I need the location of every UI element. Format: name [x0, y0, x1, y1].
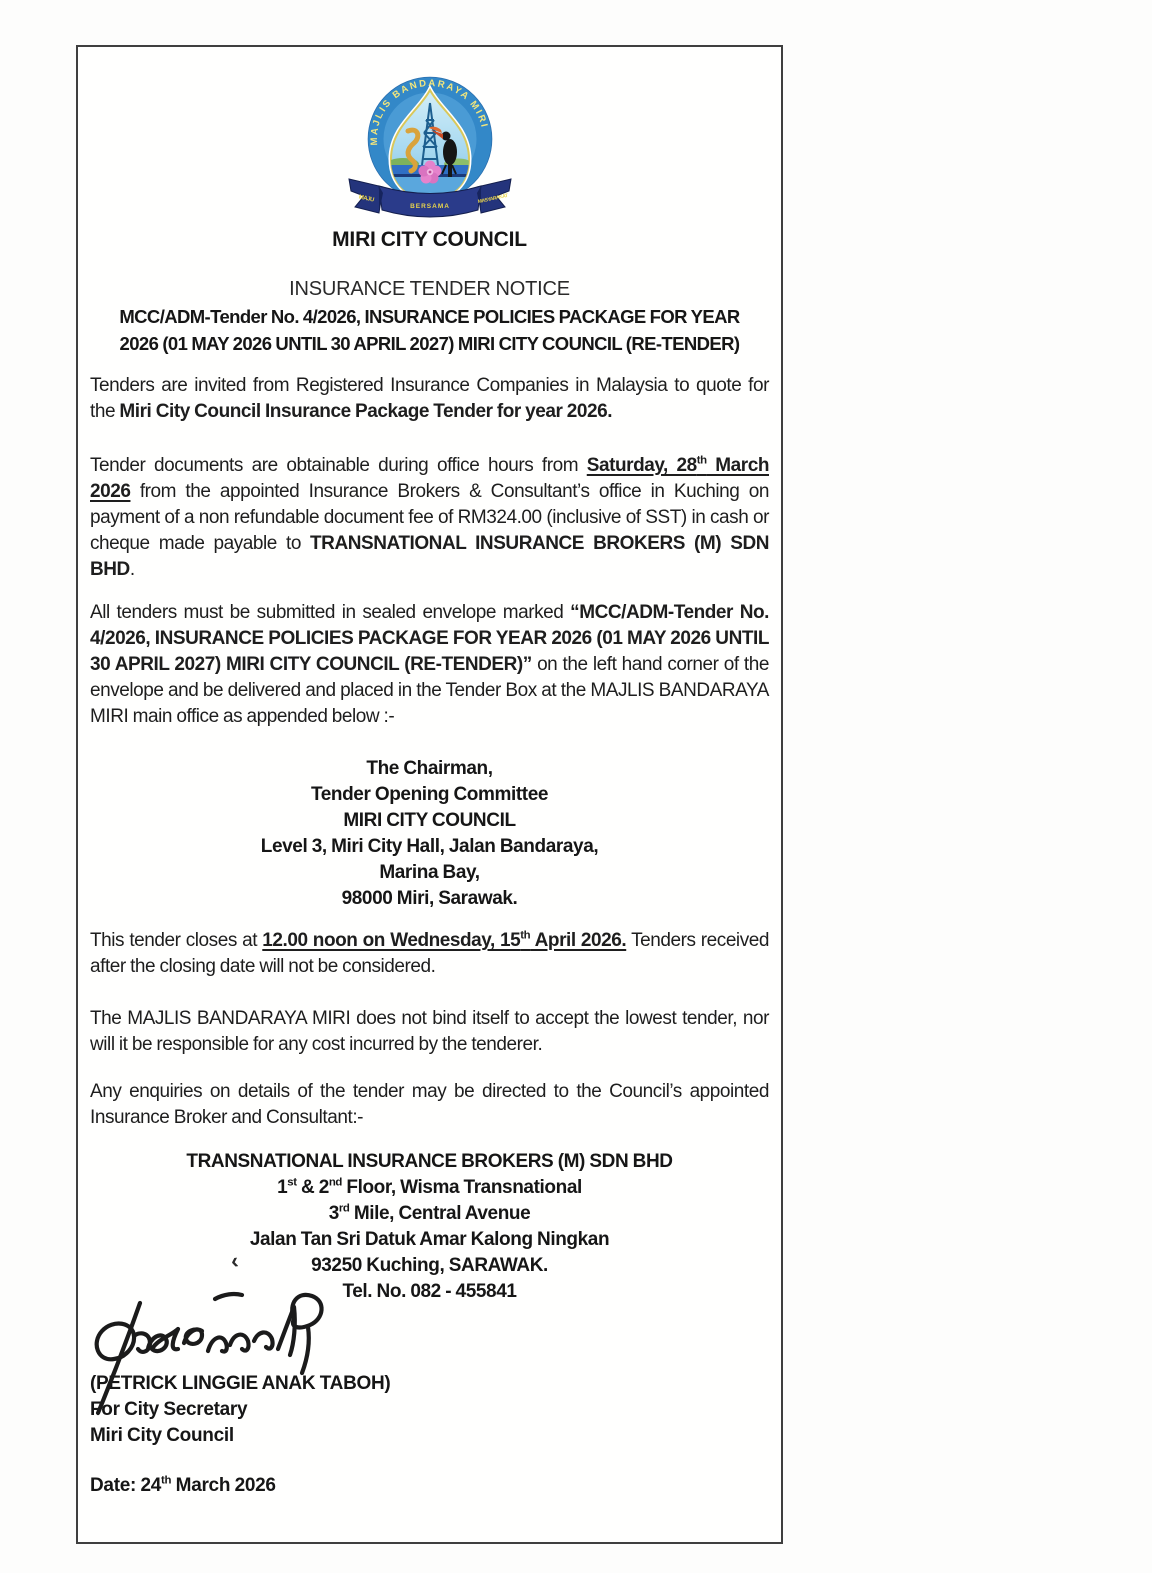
date-line: Date: 24th March 2026 — [90, 1474, 276, 1496]
signatory-role: For City Secretary — [90, 1399, 248, 1420]
paragraph-document-fee: Tender documents are obtainable during office hours from Saturday, 28th March 2026 from the appointed Insurance Brokers & Consultant’s office in Kuching on payment of a non refundable document fee of RM324.00 (inclusive of SST) in cash or cheque made payable to TRANSNATIONAL INSURANCE BROKERS (M) SDN BHD. — [90, 454, 769, 580]
organization-title: MIRI CITY COUNCIL — [332, 228, 527, 251]
ribbon-text-right: MASYARAKAT — [476, 192, 508, 206]
paragraph-enquiries: Any enquiries on details of the tender may be directed to the Council’s appointed Insurance Broker and Consultant:- — [90, 1081, 769, 1128]
chairman-address-block: The Chairman, Tender Opening Committee MIRI CITY COUNCIL Level 3, Miri City Hall, Jalan Bandaraya, Marina Bay, 98000 Miri, Sarawak. — [260, 758, 599, 909]
broker-address-block: TRANSNATIONAL INSURANCE BROKERS (M) SDN BHD 1st & 2nd Floor, Wisma Transnational 3rd Mile, Central Avenue Jalan Tan Sri Datuk Amar Kalong Ningkan 93250 Kuching, SARAWAK. Tel. No. 082 - 455841 — [186, 1151, 673, 1302]
tender-reference-heading: MCC/ADM-Tender No. 4/2026, INSURANCE POLICIES PACKAGE FOR YEAR 2026 (01 MAY 2026 UNTIL 30 APRIL 2027) MIRI CITY COUNCIL (RE-TENDER) — [119, 306, 740, 354]
ribbon-text-left: MAJU — [357, 194, 374, 204]
ribbon-text-center: BERSAMA — [409, 203, 450, 210]
paragraph-liability: The MAJLIS BANDARAYA MIRI does not bind itself to accept the lowest tender, nor will it be responsible for any cost incurred by the tenderer. — [90, 1008, 769, 1055]
signatory-name: (PETRICK LINGGIE ANAK TABOH) — [90, 1373, 391, 1394]
crest-ring-text: MAJLIS BANDARAYA MIRI — [368, 77, 490, 146]
crest-logo-svg — [345, 75, 515, 221]
tender-notice-sheet — [76, 45, 783, 1544]
signature-block — [90, 1371, 769, 1449]
signatory-org: Miri City Council — [90, 1425, 234, 1446]
miri-city-council-crest-logo — [345, 75, 515, 221]
paragraph-submission: All tenders must be submitted in sealed envelope marked “MCC/ADM-Tender No. 4/2026, INSURANCE POLICIES PACKAGE FOR YEAR 2026 (01 MAY 2026 UNTIL 30 APRIL 2027) MIRI CITY COUNCIL (RE-TENDER)” on the left hand corner of the envelope and be delivered and placed in the Tender Box at the MAJLIS BANDARAYA MIRI main office as appended below :- — [90, 602, 770, 727]
stray-pen-mark: ‹ — [229, 1247, 240, 1274]
notice-title: INSURANCE TENDER NOTICE — [289, 278, 570, 300]
paragraph-closing-date: This tender closes at 12.00 noon on Wednesday, 15th April 2026. Tenders received after the closing date will not be considered. — [90, 929, 769, 977]
paragraph-invitation: Tenders are invited from Registered Insurance Companies in Malaysia to quote for the Miri City Council Insurance Package Tender for year 2026. — [90, 375, 769, 422]
sheet-content — [78, 47, 781, 1542]
